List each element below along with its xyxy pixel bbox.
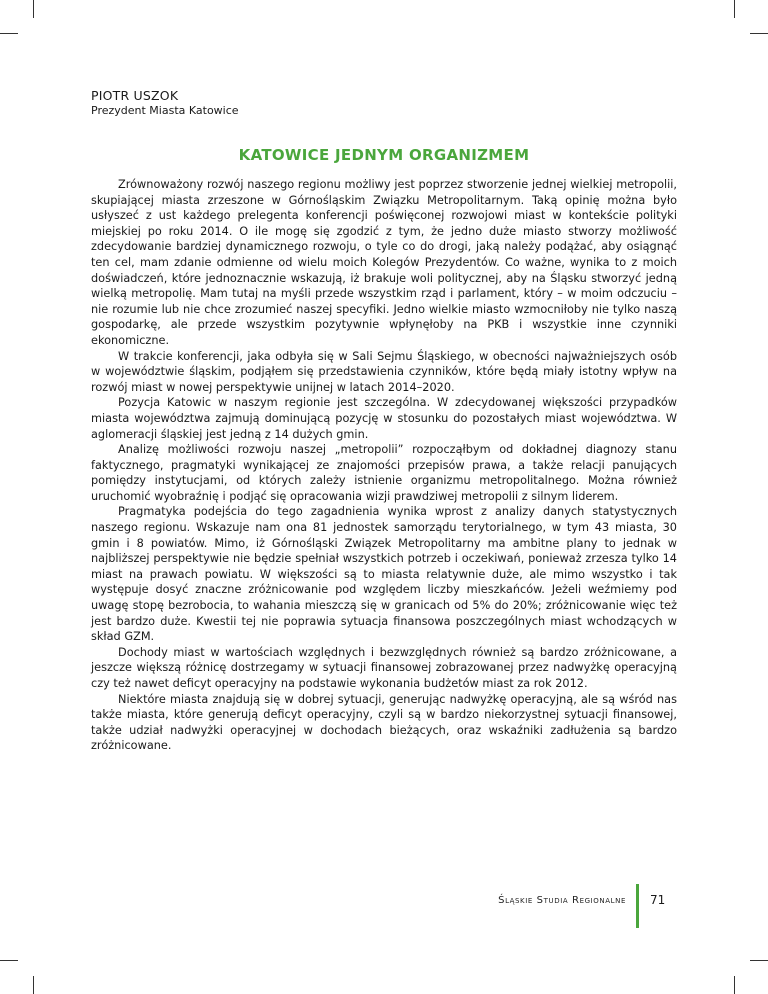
crop-mark-bottom-right-horizontal	[750, 960, 768, 961]
paragraph: Zrównoważony rozwój naszego regionu możliwy jest poprzez stworzenie jednej wielkiej metropolii, skupiającej miasta zrzeszone w Górnośląskim Związku Metropolitarnym. Taką opinię można było usłyszeć z ust każdego prelegenta konferencji poświęconej rozwojowi miast w kontekście polityki miejskiej po roku 2014. O ile mogę się zgodzić z tym, że jedno duże miasto stworzy możliwość zdecydowanie bardziej dynamicznego rozwoju, o tyle co do drogi, jaką należy podążać, aby osiągnąć ten cel, mam zdanie odmienne od wielu moich Kolegów Prezydentów. Co ważne, wynika to z moich doświadczeń, które jednoznacznie wskazują, iż brakuje woli politycznej, aby na Śląsku stworzyć jedną wielką metropolię. Mam tutaj na myśli przede wszystkim rząd i parlament, który – w moim odczuciu – nie rozumie lub nie chce zrozumieć naszej specyfiki. Jedno wielkie miasto wzmocniłoby nie tylko naszą gospodarkę, ale przede wszystkim pozytywnie wpłynęłoby na PKB i wszystkie inne czynniki ekonomiczne.	[91, 178, 677, 347]
article-title: KATOWICE JEDNYM ORGANIZMEM	[238, 146, 530, 164]
paragraph: Pragmatyka podejścia do tego zagadnienia wynika wprost z analizy danych statystycznych naszego regionu. Wskazuje nam ona 81 jednostek samorządu terytorialnego, w tym 43 miasta, 30 gmin i 8 powiatów. Mimo, iż Górnośląski Związek Metropolitarny ma ambitne plany to jednak w najbliższej perspektywie nie będzie spełniał wszystkich potrzeb i oczekiwań, ponieważ zrzesza tylko 14 miast na prawach powiatu. W większości są to miasta relatywnie duże, ale mimo wszystko i tak występuje dosyć znaczne zróżnicowanie pod względem liczby mieszkańców. Jeżeli weźmiemy pod uwagę stopę bezrobocia, to wahania mieszczą się w granicach od 5% do 20%; zróżnicowanie więc też jest bardzo duże. Kwestii tej nie poprawia sytuacja finansowa poszczególnych miast wchodzących w skład GZM.	[91, 505, 677, 644]
crop-mark-bottom-left-vertical	[33, 976, 34, 994]
paragraph: Dochody miast w wartościach względnych i bezwzględnych również są bardzo zróżnicowane, a jeszcze większą różnicę dostrzegamy w sytuacji finansowej zobrazowanej przez nadwyżkę operacyjną czy też nawet deficyt operacyjny na podstawie wykonania budżetów miast za rok 2012.	[91, 645, 677, 690]
paragraph: Niektóre miasta znajdują się w dobrej sytuacji, generując nadwyżkę operacyjną, ale są wśród nas także miasta, które generują deficyt operacyjny, czyli są w bardzo niekorzystnej sytuacji finansowej, także udział nadwyżki operacyjnej w dochodach bieżących, oraz wskaźniki zadłużenia są bardzo zróżnicowane.	[91, 692, 677, 753]
crop-mark-top-left-vertical	[33, 0, 34, 18]
paragraph: Pozycja Katowic w naszym regionie jest szczególna. W zdecydowanej większości przypadków miasta województwa zajmują dominującą pozycję w stosunku do pozostałych miast województwa. W aglomeracji śląskiej jest jedną z 14 dużych gmin.	[91, 396, 677, 441]
article-body	[91, 177, 677, 754]
crop-mark-bottom-right-vertical	[734, 976, 735, 994]
footer-divider	[636, 884, 639, 928]
crop-mark-top-right-horizontal	[750, 33, 768, 34]
crop-mark-top-left-horizontal	[0, 33, 18, 34]
crop-mark-top-right-vertical	[734, 0, 735, 18]
paragraph: W trakcie konferencji, jaka odbyła się w Sali Sejmu Śląskiego, w obecności najważniejszych osób w województwie śląskim, podjąłem się przedstawienia czynników, które będą miały istotny wpływ na rozwój miast w nowej perspektywie unijnej w latach 2014–2020.	[91, 349, 677, 394]
paragraph: Analizę możliwości rozwoju naszej „metropolii” rozpocząłbym od dokładnej diagnozy stanu faktycznego, pragmatyki wynikającej ze znajomości przepisów prawa, a także relacji panujących pomiędzy instytucjami, od których zależy istnienie organizmu metropolitalnego. Można również uruchomić wyobraźnię i podjąć się opracowania wizji prawdziwej metropolii z silnym liderem.	[91, 443, 677, 503]
journal-name: Śląskie Studia Regionalne	[498, 895, 626, 906]
crop-mark-bottom-left-horizontal	[0, 960, 18, 961]
page-number: 71	[650, 893, 666, 907]
author-role: Prezydent Miasta Katowice	[91, 104, 239, 117]
author-name: PIOTR USZOK	[91, 88, 179, 103]
